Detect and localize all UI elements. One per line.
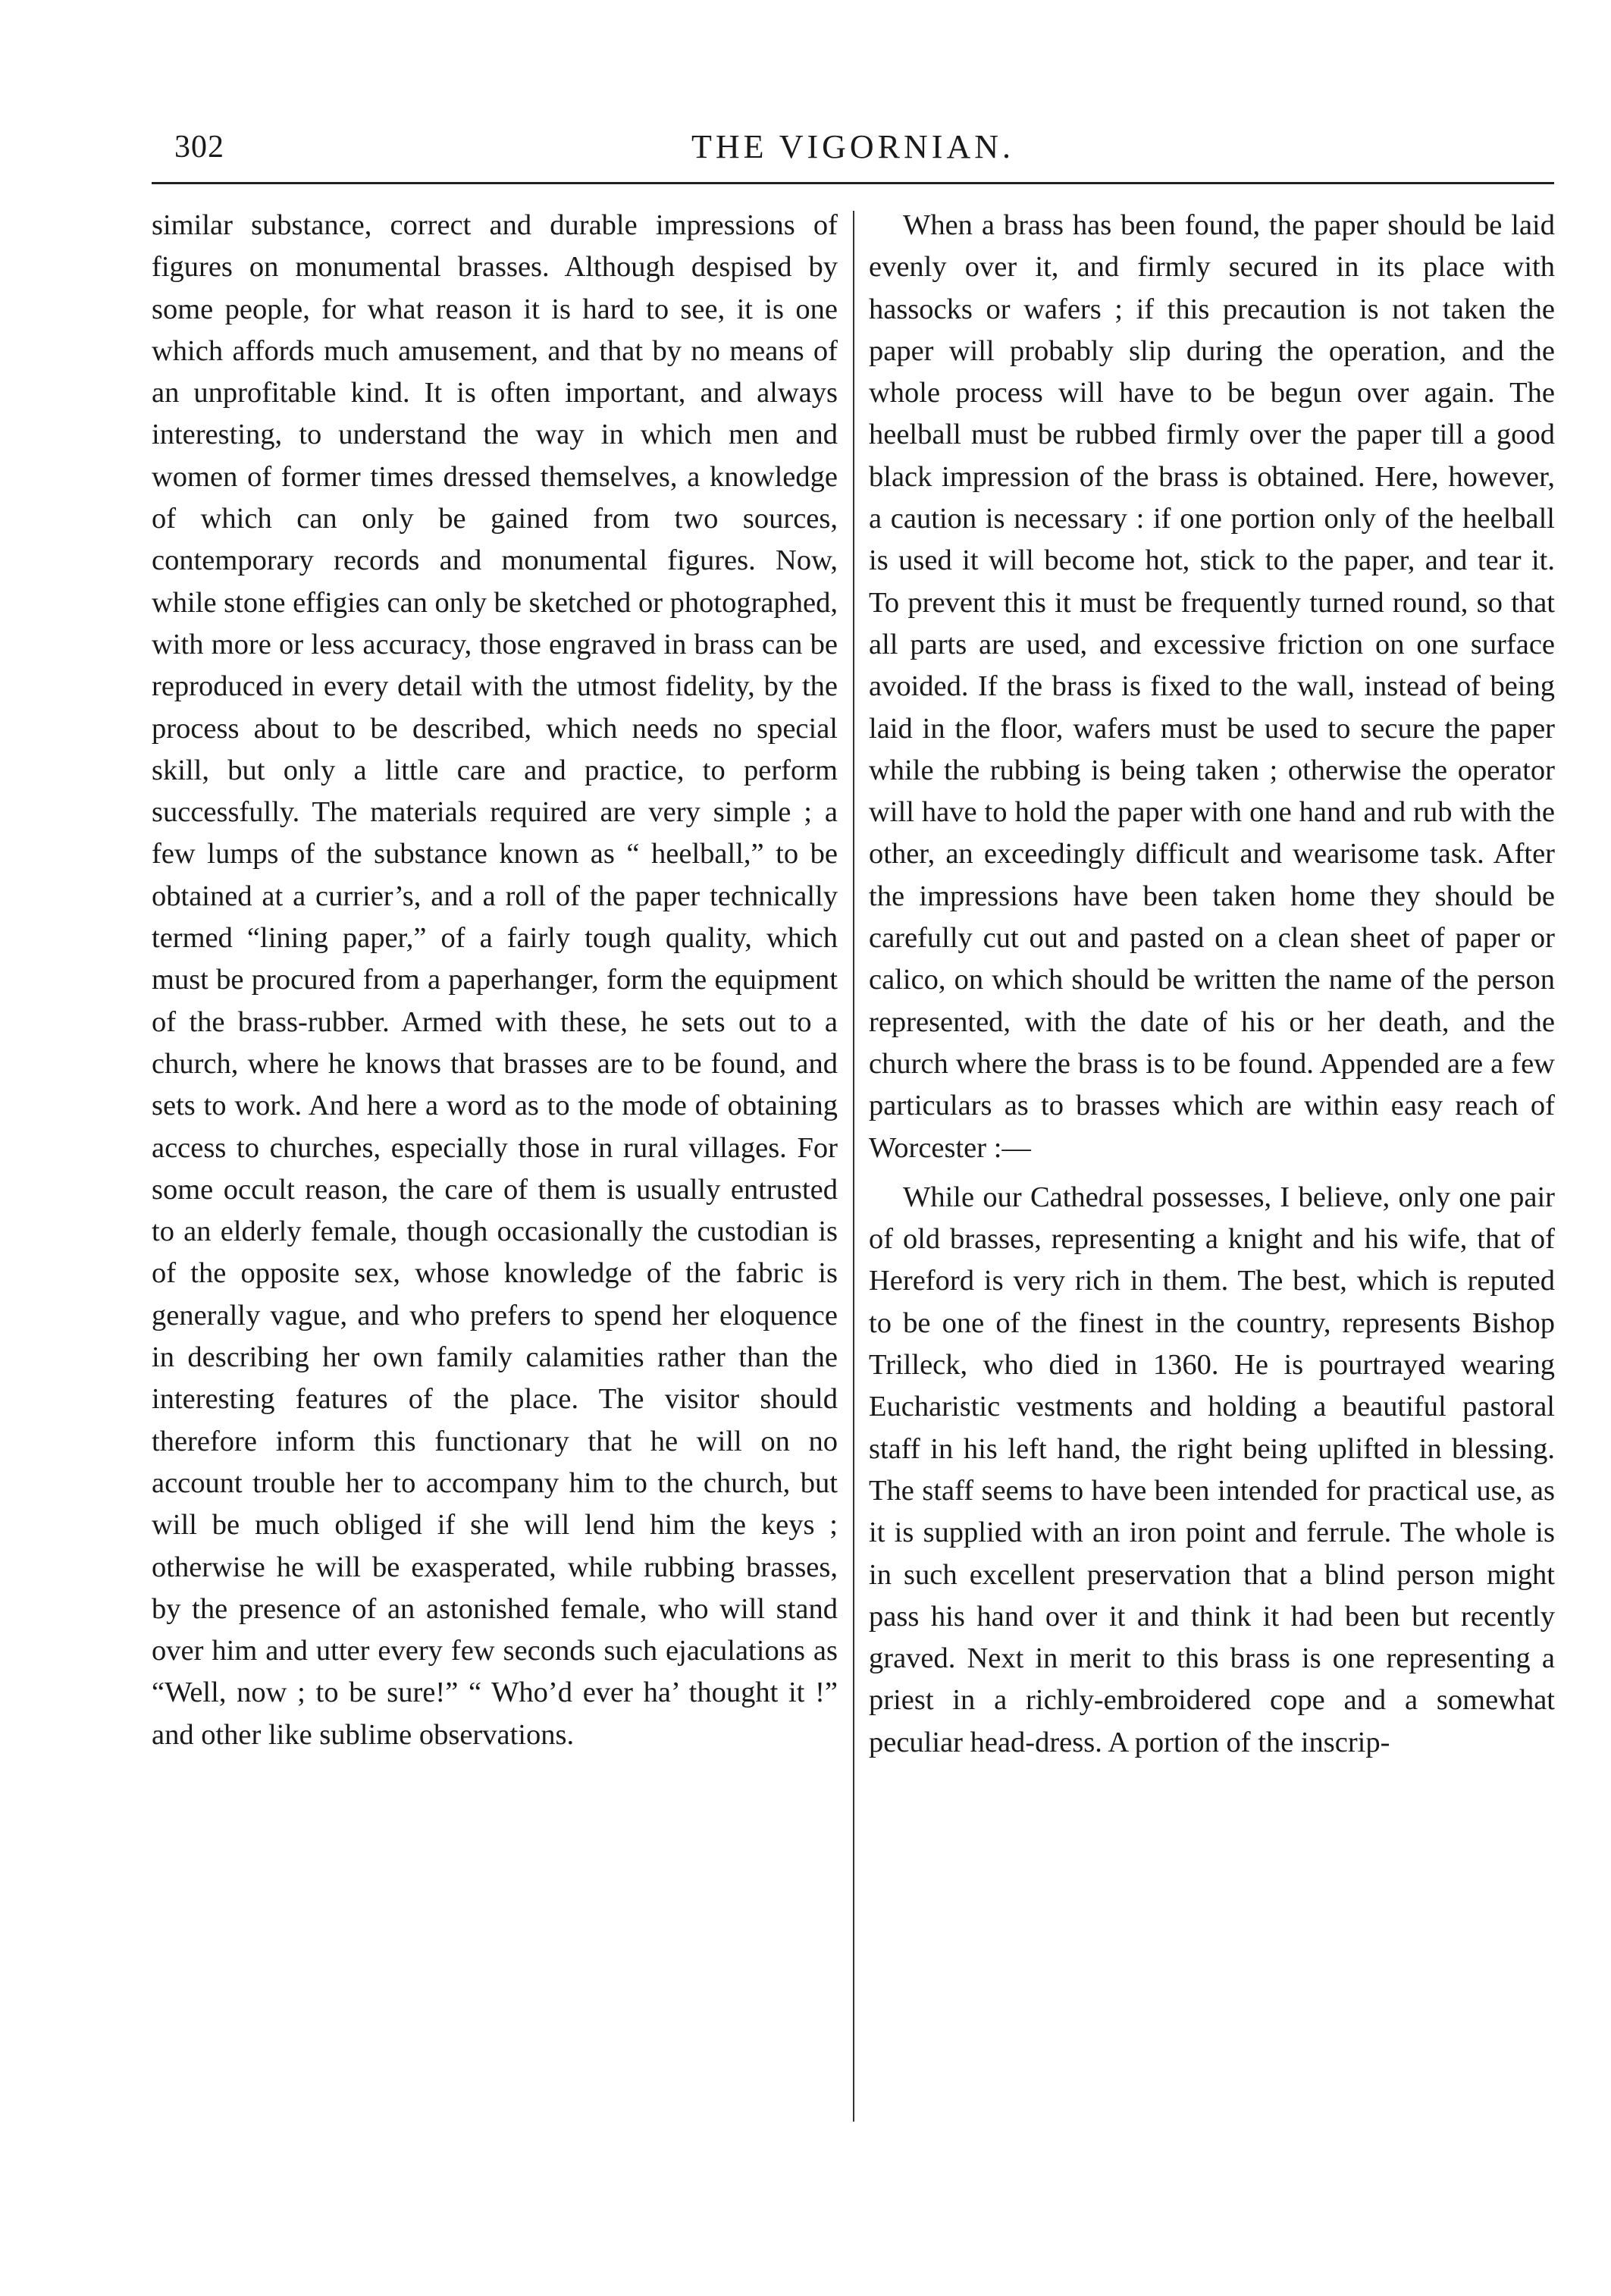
right-paragraph-1: When a brass has been found, the paper should be laid evenly over it, and firmly secured in its place with hassocks or wafers ; if this precaution is not taken the paper will probably slip during the operation, and the whole process will have to be begun over again. The heelball must be rubbed firmly over the paper till a good black impression of the brass is obtained. Here, however, a caution is necessary : if one portion only of the heelball is used it will become hot, stick to the paper, and tear it. To prevent this it must be frequently turned round, so that all parts are used, and excessive friction on one surface avoided. If the brass is fixed to the wall, instead of being laid in the floor, wafers must be used to secure the paper while the rubbing is being taken ; otherwise the operator will have to hold the paper with one hand and rub with the other, an exceedingly difficult and wearisome task. After the impressions have been taken home they should be carefully cut out and pasted on a clean sheet of paper or calico, on which should be written the name of the person represented, with the date of his or her death, and the church where the brass is to be found. Appended are a few particulars as to brasses which are within easy reach of Worcester :— [869,209,1555,1164]
right-paragraph-2: While our Cathedral possesses, I believe, only one pair of old brasses, representing a knight and his wife, that of Hereford is very rich in them. The best, which is reputed to be one of the finest in the country, represents Bishop Trilleck, who died in 1360. He is pourtrayed wearing Eucharistic vestments and holding a beautiful pastoral staff in his left hand, the right being uplifted in blessing. The staff seems to have been intended for practical use, as it is supplied with an iron point and ferrule. The whole is in such excellent preservation that a blind person might pass his hand over it and think it had been but recently graved. Next in merit to this brass is one representing a priest in a richly-embroidered cope and a somewhat peculiar head-dress. A portion of the inscrip- [869,1181,1555,1758]
right-column [869,205,1555,1764]
left-column [152,205,838,1756]
page-number: 302 [174,130,224,165]
page-header [152,121,1554,182]
header-rule [152,182,1554,184]
column-divider [853,211,854,2122]
running-title: THE VIGORNIAN. [691,128,1015,165]
left-paragraph-1: similar substance, correct and durable impressions of figures on monumental brasses. Although despised by some people, for what reason it is hard to see, it is one which affords much amusement, and that by no means of an unprofitable kind. It is often important, and always interesting, to understand the way in which men and women of former times dressed themselves, a knowledge of which can only be gained from two sources, contemporary records and monumental figures. Now, while stone effigies can only be sketched or photographed, with more or less accuracy, those engraved in brass can be reproduced in every detail with the utmost fidelity, by the process about to be described, which needs no special skill, but only a little care and practice, to perform successfully. The materials required are very simple ; a few lumps of the substance known as “ heelball,” to be obtained at a currier’s, and a roll of the paper technically termed “lining paper,” of a fairly tough quality, which must be procured from a paperhanger, form the equipment of the brass-rubber. Armed with these, he sets out to a church, where he knows that brasses are to be found, and sets to work. And here a word as to the mode of obtaining access to churches, especially those in rural villages. For some occult reason, the care of them is usually entrusted to an elderly female, though occasionally the custodian is of the opposite sex, whose knowledge of the fabric is generally vague, and who prefers to spend her eloquence in describing her own family calamities rather than the interesting features of the place. The visitor should therefore inform this functionary that he will on no account trouble her to accompany him to the church, but will be much obliged if she will lend him the keys ; otherwise he will be exasperated, while rubbing brasses, by the presence of an astonished female, who will stand over him and utter every few seconds such ejaculations as “Well, now ; to be sure!” “ Who’d ever ha’ thought it !” and other like sublime observations. [152,209,838,1751]
